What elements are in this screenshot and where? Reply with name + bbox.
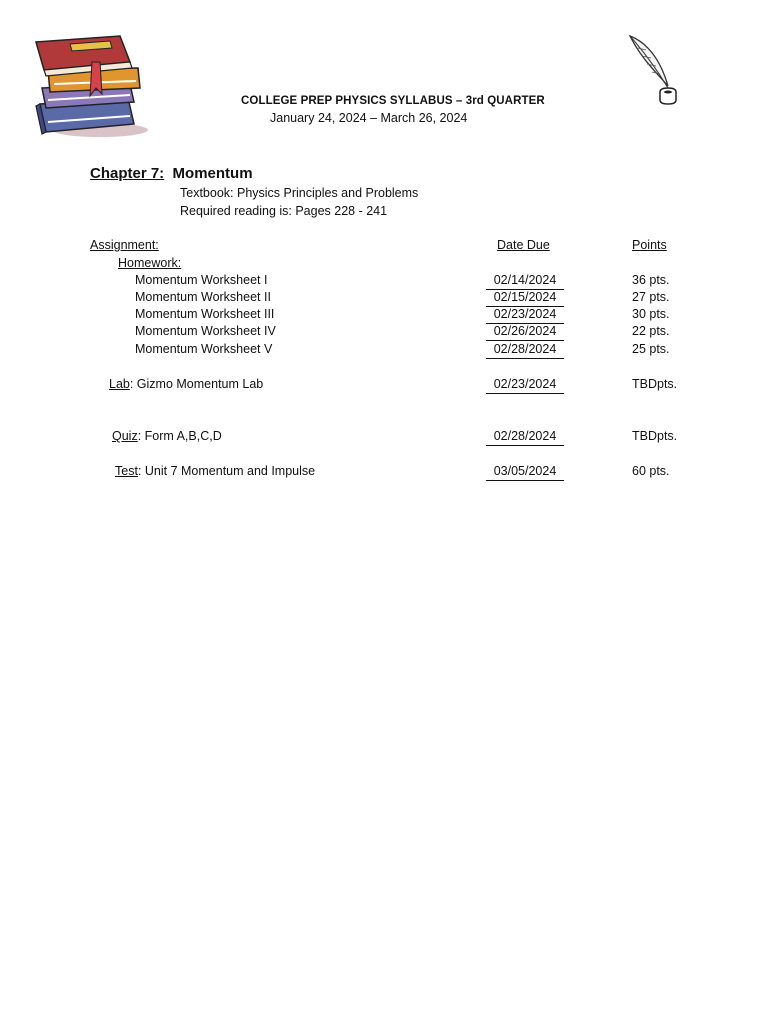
test-assignment (115, 464, 315, 478)
assignment-name: Momentum Worksheet I (135, 273, 268, 287)
points-value: 27 pts. (632, 290, 670, 304)
points-header: Points (632, 238, 667, 252)
due-date: 02/14/2024 (486, 273, 564, 290)
lab-label: Lab (109, 377, 130, 391)
assignment-name: Momentum Worksheet V (135, 342, 273, 356)
textbook-line: Textbook: Physics Principles and Problems (180, 186, 419, 200)
points-value: 30 pts. (632, 307, 670, 321)
books-icon (30, 32, 155, 140)
due-date: 02/15/2024 (486, 290, 564, 307)
quill-inkwell-icon (624, 34, 684, 106)
lab-due-date: 02/23/2024 (486, 377, 564, 394)
assignment-name: Momentum Worksheet IV (135, 324, 276, 338)
homework-label: Homework: (118, 256, 182, 270)
quiz-due-date: 02/28/2024 (486, 429, 564, 446)
test-label: Test (115, 464, 138, 478)
lab-points: TBDpts. (632, 377, 678, 391)
points-value: 36 pts. (632, 273, 670, 287)
due-date: 02/26/2024 (486, 324, 564, 341)
test-due-date: 03/05/2024 (486, 464, 564, 481)
quiz-label: Quiz (112, 429, 138, 443)
reading-line: Required reading is: Pages 228 - 241 (180, 204, 388, 218)
points-value: 25 pts. (632, 342, 670, 356)
due-date: 02/28/2024 (486, 342, 564, 359)
assignment-name: Momentum Worksheet II (135, 290, 271, 304)
quiz-points: TBDpts. (632, 429, 678, 443)
chapter-name: Momentum (172, 165, 253, 182)
assignment-name: Momentum Worksheet III (135, 307, 275, 321)
lab-assignment (109, 377, 263, 391)
lab-name: : Gizmo Momentum Lab (129, 377, 264, 391)
chapter-label: Chapter 7: (90, 165, 165, 182)
test-name: : Unit 7 Momentum and Impulse (137, 464, 316, 478)
quiz-name: : Form A,B,C,D (137, 429, 222, 443)
assignment-header: Assignment: (90, 238, 159, 252)
quarter-dates: January 24, 2024 – March 26, 2024 (270, 111, 468, 125)
due-date: 02/23/2024 (486, 307, 564, 324)
points-value: 22 pts. (632, 324, 670, 338)
syllabus-title: COLLEGE PREP PHYSICS SYLLABUS – 3rd QUARTER (241, 95, 545, 107)
quiz-assignment (112, 429, 222, 443)
chapter-heading (90, 165, 253, 182)
date-due-header: Date Due (497, 238, 550, 252)
test-points: 60 pts. (632, 464, 670, 478)
